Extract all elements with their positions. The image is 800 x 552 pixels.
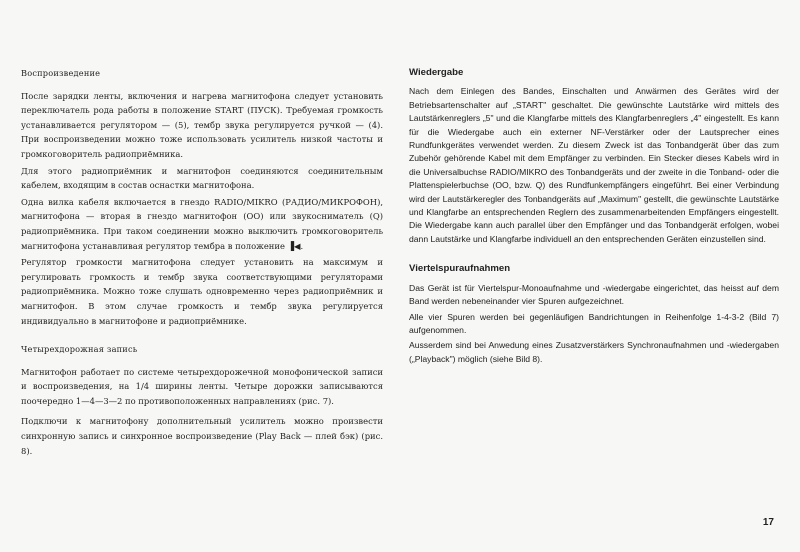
paragraph: Ausserdem sind bei Anwedung eines Zusatzverstärkers Synchronaufnahmen und -wiedergaben („Playback") möglich (siehe Bild 8). [409,340,779,364]
russian-column [21,66,383,460]
heading-playback-de: Wiedergabe [409,67,464,78]
heading-four-track-de: Viertelspuraufnahmen [409,263,511,275]
paragraph: Для этого радиоприёмник и магнитофон соединяются соединительным кабелем, входящим в состав оснастки магнитофона. [21,165,383,191]
paragraph: Одна вилка кабеля включается в гнездо RADIO/MIKRO (РАДИО/МИКРОФОН), магнитофона — вторая в гнездо магнитофон (OO) или звукосниматель (Q) радиоприёмника. При таком соединении можно выключить громкоговоритель магнитофона устанавливая регулятор тембра в положение ▐◀. [21,196,383,251]
german-column [409,66,779,368]
paragraph: Подключи к магнитофону дополнительный усилитель можно произвести синхронную запись и синхронное воспроизведение (Play Back — плей бэк) (рис. 8). [21,416,383,456]
page-number: 17 [762,517,774,528]
heading-playback-ru: Воспроизведение [21,68,101,78]
paragraph: Das Gerät ist für Viertelspur-Monoaufnahme und -wiedergabe eingerichtet, das heisst auf dem Band werden nebeneinander vier Spuren aufgezeichnet. [409,282,779,307]
paragraph: Nach dem Einlegen des Bandes, Einschalten und Anwärmen des Gerätes wird der Betriebsartenschalter auf „START" geschaltet. Die gewünschte Lautstärke wird mittels des Lautstärkenreglers „5" und die Klangfarbe mittels des Klangfarbenreglers „4" eingestellt. Es kann für die Wiedergabe auch ein externer NF-Verstärker oder der Lautsprecher eines Rundfunkgerätes verwendet werden. Zu diesem Zweck ist das Tonbandgerät über das zum Zubehör gehörende Kabel mit dem Empfänger zu verbinden. Ein Stecker dieses Kabels wird in die Universalbuchse RADIO/MIKRO des Tonbandgeräts und der zweite in die Tonband- oder die Plattenspielerbuchse (OO, bzw. Q) des Rundfunkempfängers eingeführt. Bei einer Verbindung wird der Lautstärkeregler des Tonbandgeräts auf „Maximum" gestellt, die gewünschte Lautstärke und Klangfarbe an entsprechenden Reglern des zusammenarbeitenden Empfängers eingestellt. Die Wiedergabe kann auch parallel über den Empfänger und das Tonbandgerät erfolgen, wobei dann Lautstärke und Klangfarbe individuell an den entsprechenden Geräten einzustellen sind. [409,86,779,244]
paragraph: После зарядки ленты, включения и нагрева магнитофона следует установить переключатель рода работы в положение START (ПУСК). Требуемая громкость устанавливается регулятором — (5), тембр звука регулируется ручкой — (4). При воспроизведении можно тоже использовать усилитель низкой частоты и громкоговоритель радиоприёмника. [21,90,383,159]
paragraph: Магнитофон работает по системе четырехдорожечной монофонической записи и воспроизведения, на 1/4 ширины ленты. Четыре дорожки записываются поочередно 1—4—3—2 по противоположенных направлениях (рис. 7). [21,366,383,406]
paragraph: Alle vier Spuren werden bei gegenläufigen Bandrichtungen in Reihenfolge 1-4-3-2 (Bild 7) aufgenommen. [409,311,779,335]
paragraph: Регулятор громкости магнитофона следует установить на максимум и регулировать громкость и тембр звука соответствующими регуляторами радиоприёмника. Можно тоже слушать одновременно через радиоприёмник и магнитофон. В этом случае громкость и тембр звука регулируется индивидуально в магнитофоне и радиоприёмнике. [21,257,383,326]
heading-four-track-ru: Четырехдорожная запись [21,344,138,355]
